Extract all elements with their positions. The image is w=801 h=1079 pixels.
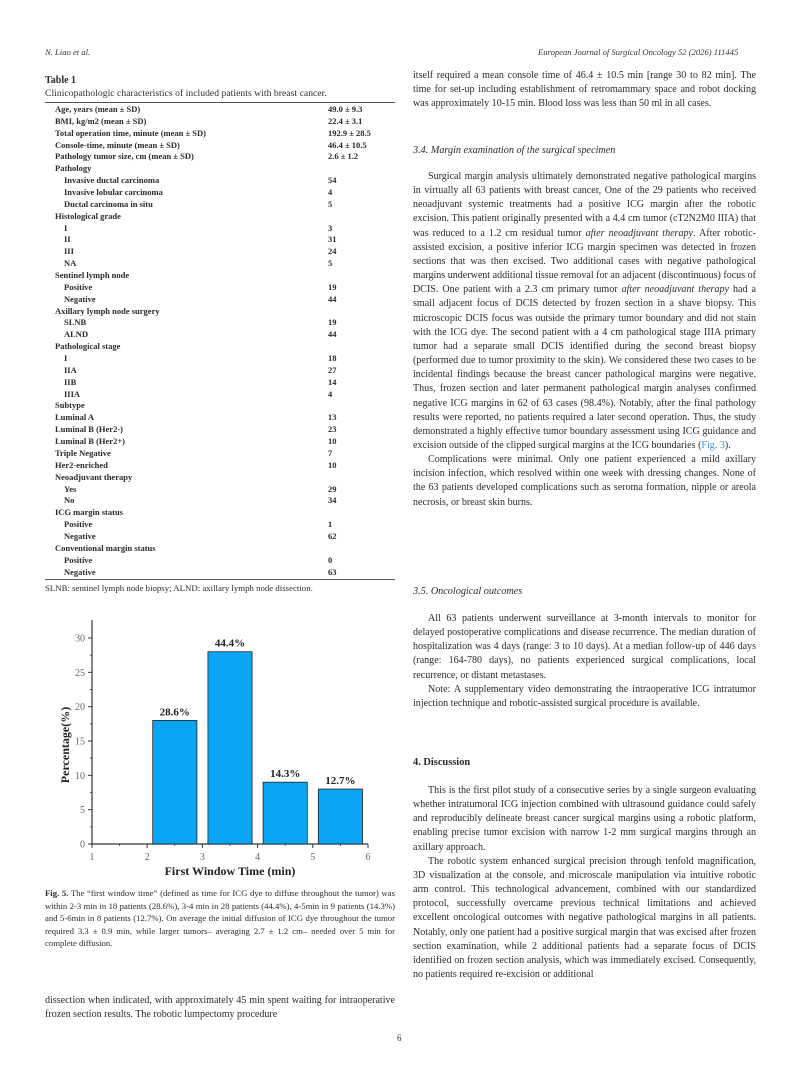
paragraph: itself required a mean console time of 46.4 ± 10.5 min [range 30 to 82 min]. The time for set-up including establishment of retromammary space and robot docking was approximately 10-15 min. Blood loss was less than 50 ml in all cases.: [413, 70, 756, 110]
table-row: [45, 140, 395, 152]
y-tick-label: 25: [75, 667, 85, 679]
table-footnote: SLNB: sentinel lymph node biopsy; ALND: axillary lymph node dissection.: [45, 583, 313, 593]
row-value: 63: [328, 566, 337, 577]
row-value: 10: [328, 459, 337, 470]
row-label: Invasive ductal carcinoma: [64, 175, 160, 186]
row-value: 4: [328, 388, 333, 399]
x-tick-label: 1: [89, 852, 95, 863]
figure-5-caption: [45, 887, 395, 950]
table-row: [45, 555, 395, 567]
table-row: [45, 199, 395, 211]
table-row: [45, 377, 395, 389]
table-row: [45, 472, 395, 484]
row-value: 2.6 ± 1.2: [328, 151, 359, 162]
y-tick-label: 10: [75, 770, 85, 782]
bar-data-label: 14.3%: [270, 768, 301, 781]
row-value: 1: [328, 519, 333, 530]
table-row: [45, 531, 395, 543]
row-label: Yes: [64, 483, 77, 494]
row-label: Luminal B (Her2-): [55, 424, 123, 435]
row-value: 23: [328, 424, 337, 435]
bar-2: [208, 652, 252, 844]
table-row: [45, 400, 395, 412]
paragraph: dissection when indicated, with approximately 45 min spent waiting for intraoperative frozen section results. The robotic lumpectomy procedure: [45, 995, 395, 1021]
table-row: [45, 341, 395, 353]
table-row: [45, 436, 395, 448]
page-number: 6: [397, 1033, 402, 1043]
table-caption: Clinicopathologic characteristics of included patients with breast cancer.: [45, 88, 327, 99]
row-label: Subtype: [55, 400, 85, 411]
row-value: 46.4 ± 10.5: [328, 139, 367, 150]
table-row: [45, 187, 395, 199]
row-value: 22.4 ± 3.1: [328, 115, 363, 126]
row-label: II: [64, 234, 71, 245]
y-axis-label: Percentage(%): [58, 706, 72, 784]
row-label: BMI, kg/m2 (mean ± SD): [55, 115, 147, 126]
row-value: 0: [328, 554, 333, 565]
row-label: No: [64, 495, 75, 506]
row-value: 44: [328, 293, 337, 304]
table-row: [45, 507, 395, 519]
section-3-5-heading: 3.5. Oncological outcomes: [413, 586, 523, 597]
x-tick-label: 4: [255, 852, 261, 863]
table-row: [45, 246, 395, 258]
table-bottom-rule: [45, 579, 395, 580]
row-label: I: [64, 353, 68, 364]
bar-data-label: 28.6%: [159, 706, 190, 719]
right-column-intro: [413, 69, 756, 111]
figure-label: Fig. 5.: [45, 888, 69, 898]
row-label: Pathological stage: [55, 341, 121, 352]
row-label: SLNB: [64, 317, 87, 328]
row-value: 24: [328, 246, 337, 257]
row-value: 19: [328, 281, 337, 292]
bar-4: [318, 789, 362, 844]
table-row: [45, 128, 395, 140]
row-value: 18: [328, 353, 337, 364]
y-tick-label: 15: [75, 736, 85, 748]
row-label: Neoadjuvant therapy: [55, 471, 133, 482]
chart-bars: [153, 652, 363, 844]
row-value: 54: [328, 175, 337, 186]
row-label: IIB: [64, 376, 77, 387]
table-row: [45, 258, 395, 270]
x-axis-label: First Window Time (min): [164, 864, 296, 878]
row-value: 10: [328, 436, 337, 447]
row-label: Positive: [64, 281, 93, 292]
text-run: . After robotic-assisted excision, a positive inferior ICG margin specimen was detected in frozen sections that was then excised. Two additional cases with negative pathological margins underwent additional tissue removal for an adjacent (discontinuous) focus of DCIS. One patient with a 2.3 cm primary tumor: [413, 227, 757, 296]
table-row: [45, 353, 395, 365]
x-tick-label: 6: [365, 852, 371, 863]
row-label: Sentinel lymph node: [55, 270, 130, 281]
table-row: [45, 234, 395, 246]
table-row: [45, 270, 395, 282]
table-row: [45, 412, 395, 424]
table-row: [45, 175, 395, 187]
table-row: [45, 519, 395, 531]
row-label: NA: [64, 258, 77, 269]
paragraph: Complications were minimal. Only one patient experienced a mild axillary incision infection, which resolved within one week with dressing changes. None of the 63 patients developed complications such as seroma formation, nipple or areola necrosis, or breast skin burns.: [413, 454, 756, 508]
row-label: Pathology tumor size, cm (mean ± SD): [55, 151, 194, 162]
row-value: 62: [328, 530, 337, 541]
x-tick-label: 3: [199, 852, 205, 863]
section-4-body: [413, 784, 756, 982]
row-value: 31: [328, 234, 337, 245]
row-label: III: [64, 246, 74, 257]
row-value: 19: [328, 317, 337, 328]
row-label: Negative: [64, 566, 96, 577]
row-value: 29: [328, 483, 337, 494]
table-top-rule: [45, 102, 395, 103]
row-label: Positive: [64, 554, 93, 565]
row-value: 44: [328, 329, 337, 340]
emphasis: after neoadjuvant therapy: [621, 284, 729, 296]
table-row: [45, 567, 395, 579]
table-row: [45, 460, 395, 472]
bar-3: [263, 782, 307, 844]
row-value: 5: [328, 258, 333, 269]
x-tick-label: 2: [144, 852, 150, 863]
table-row: [45, 282, 395, 294]
bar-data-label: 44.4%: [214, 637, 246, 650]
table-row: [45, 151, 395, 163]
paragraph: Note: A supplementary video demonstrating the intraoperative ICG intratumor injection technique and robotic-assisted surgical procedure is available.: [413, 683, 756, 709]
table-row: [45, 329, 395, 341]
paragraph: The robotic system enhanced surgical precision through tenfold magnification, 3D visualization at the console, and microscale manipulation via intuitive robotic arm control. This technological advancement, combined with our standardized protocol, successfully overcame previous technical limitations and achieved excellent oncological outcomes with negative pathological margins in all patients. Notably, only one patient had a positive surgical margin that was excised after frozen section examination, while 2 additional patients had a separate focus of DCIS identified on frozen section analysis, which was immediately excised. Consequently, no patients required re-excision or additional: [413, 855, 756, 981]
row-value: 4: [328, 187, 333, 198]
row-label: Console-time, minute (mean ± SD): [55, 139, 180, 150]
row-label: IIIA: [64, 388, 81, 399]
table-row: [45, 365, 395, 377]
section-3-4-heading: 3.4. Margin examination of the surgical specimen: [413, 145, 616, 156]
row-value: 49.0 ± 9.3: [328, 104, 363, 114]
table-row: [45, 543, 395, 555]
row-label: Age, years (mean ± SD): [55, 104, 141, 114]
table-row: [45, 317, 395, 329]
row-value: 13: [328, 412, 337, 423]
row-value: 7: [328, 447, 333, 458]
table-row: [45, 211, 395, 223]
row-value: 3: [328, 222, 333, 233]
row-label: Invasive lobular carcinoma: [64, 187, 163, 198]
row-label: Total operation time, minute (mean ± SD): [55, 127, 206, 138]
left-column-continuation: [45, 994, 395, 1022]
row-label: I: [64, 222, 68, 233]
row-label: Positive: [64, 519, 93, 530]
figure-3-link[interactable]: Fig. 3: [701, 439, 725, 451]
section-4-heading: 4. Discussion: [413, 757, 471, 768]
y-tick-label: 5: [80, 805, 85, 817]
table-row: [45, 484, 395, 496]
table-title: Table 1: [45, 75, 77, 86]
running-header-authors: N. Liao et al.: [45, 47, 91, 57]
section-3-4-body: [413, 170, 756, 510]
running-header-journal: European Journal of Surgical Oncology 52 (2026) 111445: [538, 47, 739, 57]
row-value: 5: [328, 198, 333, 209]
table-row: [45, 104, 395, 116]
row-label: Ductal carcinoma in situ: [64, 198, 153, 209]
y-tick-label: 30: [75, 633, 85, 645]
row-label: Axillary lymph node surgery: [55, 305, 160, 316]
row-value: 34: [328, 495, 337, 506]
x-tick-label: 5: [310, 852, 316, 863]
y-tick-label: 0: [80, 839, 85, 851]
paragraph: All 63 patients underwent surveillance at 3-month intervals to monitor for delayed postoperative complications and disease recurrence. The median duration of hospitalization was 4 days (range: 3 to 10 days). At a median follow-up of 446 days (range: 164-780 days), no patients experienced surgical complications, local recurrence, or distant metastases.: [413, 613, 756, 681]
table-row: [45, 116, 395, 128]
row-label: Luminal B (Her2+): [55, 436, 126, 447]
table-row: [45, 294, 395, 306]
table-row: [45, 223, 395, 235]
row-value: 192.9 ± 28.5: [328, 127, 371, 138]
figure-5-bar-chart: [40, 620, 400, 880]
row-label: ALND: [64, 329, 89, 340]
table-row: [45, 495, 395, 507]
row-label: ICG margin status: [55, 507, 124, 518]
y-tick-label: 20: [75, 702, 85, 714]
row-label: Pathology: [55, 163, 92, 174]
paragraph: This is the first pilot study of a consecutive series by a single surgeon evaluating whether intratumoral ICG injection combined with ultrasound guidance could safely and reproducibly delineate breast cancer surgical margins using a robotic platform, enabling precise tumor excision with narrow 1-2 mm surgical margins through an axillary approach.: [413, 785, 756, 853]
emphasis: after neoadjuvant therapy: [585, 227, 693, 239]
section-3-5-body: [413, 612, 756, 711]
table-row: [45, 389, 395, 401]
row-label: IIA: [64, 364, 77, 375]
clinicopathologic-table: [45, 104, 395, 578]
table-row: [45, 424, 395, 436]
table-row: [45, 306, 395, 318]
row-value: 27: [328, 364, 337, 375]
paragraph: [413, 170, 756, 453]
text-run: ).: [724, 439, 731, 451]
figure-caption-text: The “first window time” (defined as time for ICG dye to diffuse throughout the tumor) was within 2-3 min in 18 patients (28.6%), 3-4 min in 28 patients (44.4%), 4-5min in 9 patients (14.3%) and 5-6min in 8 patients (12.7%). On average the initial diffusion of ICG dye throughout the tumor required 3.3 ± 0.9 min, while larger tumors– averaging 2.7 ± 1.2 cm– needed over 5 min for complete diffusion.: [45, 888, 395, 948]
row-label: Triple Negative: [55, 447, 111, 458]
table-row: [45, 448, 395, 460]
row-value: 14: [328, 376, 337, 387]
row-label: Conventional margin status: [55, 542, 156, 553]
row-label: Histological grade: [55, 210, 121, 221]
row-label: Her2-enriched: [55, 459, 108, 470]
text-run: Surgical margin analysis ultimately demonstrated negative pathological margins in virtually all 63 patients with breast cancer, One of the 29 patients who received neoadjuvant systemic treatments had a positive ICG margin after the robotic excision. This patient originally presented with a 4.4 cm tumor (cT2N2M0 IIIA) that was reduced to a 1.2 cm residual tumor: [413, 171, 756, 239]
bar-data-label: 12.7%: [325, 775, 356, 788]
row-label: Negative: [64, 293, 96, 304]
row-label: Negative: [64, 530, 96, 541]
bar-1: [153, 720, 197, 844]
text-run: had a small adjacent focus of DCIS detected by frozen section in a shave biopsy. This microscopic DCIS focus was outside the primary tumor boundary and did not stain with the ICG dye. The second patient with a 4 cm pathological stage IIIA primary tumor had a separate small DCIS identified during the second breast biopsy (performed due to tumor proximity to the skin). We considered these two cases to be incidental findings because the breast cancer pathological margins were negative. Thus, frozen section and later permanent pathological margin analyses confirmed negative ICG margins in 62 of 63 cases (98.4%). Notably, after the final pathology results were reported, no patients required a later second operation. Thus, the study demonstrated a highly effective tumor boundary assessment using ICG guidance and excision outside of the clipped surgical margins at the ICG boundaries (: [413, 284, 756, 451]
table-row: [45, 163, 395, 175]
row-label: Luminal A: [55, 412, 94, 423]
